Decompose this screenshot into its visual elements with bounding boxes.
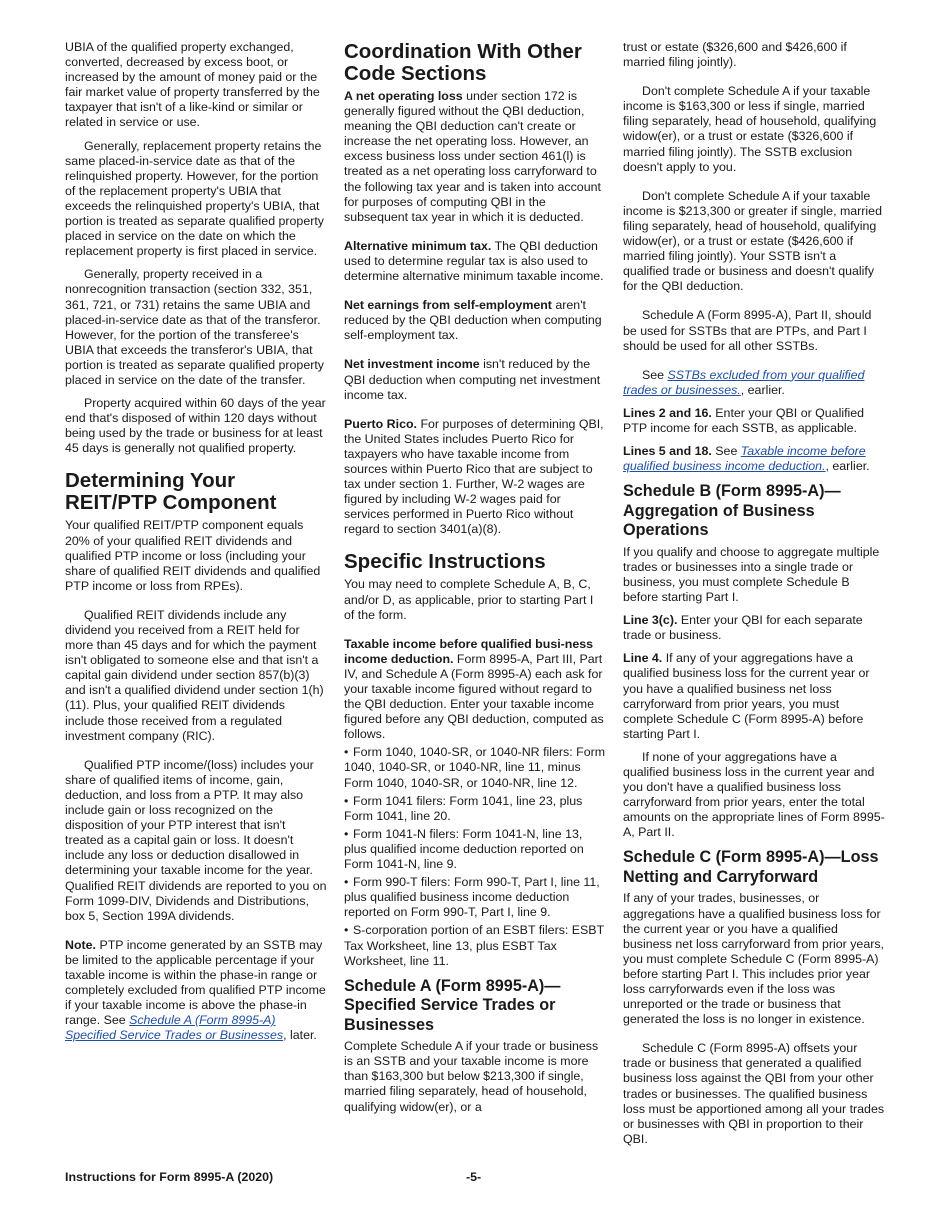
- nii-text: isn't reduced by the QBI deduction when computing net investment income tax.: [344, 357, 601, 402]
- paragraph: Property acquired within 60 days of the year end that's disposed of within 120 days without being used by the trade or business for at least 45 days is generally not qualified property.: [65, 396, 326, 456]
- taxable-income-label: Taxable income before qualified busi-ness income deduction.: [344, 636, 594, 666]
- line-3c-paragraph: [623, 613, 885, 643]
- nii-paragraph: [344, 357, 606, 402]
- bullet-icon: •: [344, 745, 349, 760]
- paragraph: You may need to complete Schedule A, B, C, and/or D, as applicable, prior to starting Part I of the form.: [344, 577, 594, 622]
- paragraph: Generally, property received in a nonrecognition transaction (section 332, 351, 361, 721, or 731) retains the same UBIA and placed-in-service date as that of the transferor. However, for the portion of the transferee's UBIA that exceeds the transferor's UBIA, that portion is treated as separate qualified property placed in service on the date of the transfer.: [65, 267, 324, 387]
- nol-label: A net operating loss: [344, 89, 463, 103]
- footer-page-number: -5-: [466, 1170, 482, 1184]
- paragraph: trust or estate ($326,600 and $426,600 if married filing jointly).: [623, 40, 847, 70]
- schedule-a-link[interactable]: Schedule A (Form 8995-A) Specified Service Trades or Businesses: [65, 1013, 284, 1043]
- paragraph: Don't complete Schedule A if your taxable income is $163,300 or less if single, married filing separately, head of household, qualifying widow(er), or a trust or estate ($326,600 if married filing jointly). The SSTB exclusion doesn't apply to you.: [623, 84, 877, 174]
- see-prefix: See: [642, 367, 665, 382]
- section-heading-coordination: Coordination With Other Code Sections: [344, 40, 582, 85]
- paragraph: Your qualified REIT/PTP component equals 20% of your qualified REIT dividends and qualified PTP income or loss (including your share of qualified REIT dividends and qualified PTP income or loss from RPEs).: [65, 518, 321, 593]
- nese-label: Net earnings from self-employment: [344, 298, 552, 313]
- section-heading-schedule-b: Schedule B (Form 8995-A)—Aggregation of Business Operations: [623, 482, 841, 540]
- bullet-icon: •: [344, 923, 349, 938]
- paragraph: If none of your aggregations have a qualified business loss in the current year and you don't have a qualified business loss carryforward from prior years, enter the total amounts on the appropriate lines of Form 8995-A, Part II.: [623, 749, 885, 840]
- amt-paragraph: [344, 239, 606, 284]
- note-end: , later.: [283, 1028, 317, 1043]
- paragraph: Generally, replacement property retains the same placed-in-service date as that of the relinquished property. However, for the portion of the replacement property's UBIA that exceeds the relinquished property's UBIA, that portion is treated as separate qualified property placed in service on the date on which the replacement property is first placed in service.: [65, 138, 324, 259]
- puerto-rico-text: For purposes of determining QBI, the United States includes Puerto Rico for taxpayers who have taxable income from sources within Puerto Rico that are subject to tax under section 1. Further, W-2 wages are figured by including W-2 wages paid for services performed in Puerto Rico without regard to section 3401(a)(8).: [344, 416, 604, 537]
- bullet-icon: •: [344, 793, 349, 808]
- paragraph: If any of your trades, businesses, or aggregations have a qualified business loss for the current year or you have a qualified business net loss carryforward from prior years, you must complete Schedule C (Form 8995-A) before starting Part I. This includes prior year loss carryforwards even if the loss was unreported or the trade or business that generated the loss is no longer in existence.: [623, 891, 884, 1027]
- amt-text: The QBI deduction used to determine regular tax is also used to determine alternative minimum taxable income.: [344, 238, 604, 284]
- lines-2-16-text: Enter your QBI or Qualified PTP income for each SSTB, as applicable.: [623, 405, 865, 435]
- line-4-text: If any of your aggregations have a qualified business loss for the current year or you have a qualified business net loss carryforward from prior years, you must complete Schedule C (Form 8995-A) before starting Part I.: [623, 651, 870, 741]
- column-middle: [344, 40, 606, 1123]
- see-paragraph: [623, 368, 885, 398]
- line-3c-text: Enter your QBI for each separate trade or business.: [623, 613, 863, 643]
- column-right: [623, 40, 885, 1155]
- note-text: PTP income generated by an SSTB may be limited to the applicable percentage if your taxable income is within the phase-in range or completely excluded from qualified PTP income if your taxable income is above the phase-in range. See: [65, 937, 326, 1028]
- nol-paragraph: [344, 89, 606, 225]
- section-heading-schedule-c: Schedule C (Form 8995-A)—Loss Netting and Carryforward: [623, 848, 879, 886]
- lines-2-16-label: Lines 2 and 16.: [623, 405, 712, 420]
- column-left: [65, 40, 327, 1051]
- list-item: • Form 1041 filers: Form 1041, line 23, plus Form 1041, line 20.: [344, 793, 583, 823]
- taxable-income-link[interactable]: Taxable income before qualified business income deduction.: [623, 444, 866, 474]
- line-3c-label: Line 3(c).: [623, 613, 678, 628]
- paragraph: UBIA of the qualified property exchanged, converted, decreased by excess boot, or increased by the amount of money paid or the fair market value of property transferred by the taxpayer that isn't of a like-kind or similar or related in service or use.: [65, 40, 320, 130]
- bullet-icon: •: [344, 826, 349, 841]
- paragraph: Qualified PTP income/(loss) includes your share of qualified items of income, gain, deduction, and loss from a PTP. It may also include gain or loss recognized on the disposition of your PTP interest that isn't treated as a capital gain or loss. It doesn't include any loss or deduction disallowed in determining your taxable income for the year. Qualified REIT dividends are reported to you on Form 1099-DIV, Dividends and Distributions, box 5, Section 199A dividends.: [65, 757, 327, 923]
- bullet-icon: •: [344, 875, 349, 890]
- section-heading-specific-instructions: Specific Instructions: [344, 550, 546, 574]
- footer-form-title: Instructions for Form 8995-A (2020): [65, 1170, 274, 1184]
- taxable-income-paragraph: [344, 637, 606, 743]
- list-item: • Form 1040, 1040-SR, or 1040-NR filers: Form 1040, 1040-SR, or 1040-NR, line 11, minus Form 1040, 1040-SR, or 1040-NR, line 12.: [344, 745, 606, 790]
- nii-label: Net investment income: [344, 357, 480, 372]
- see-suffix: , earlier.: [740, 382, 785, 397]
- paragraph: Qualified REIT dividends include any dividend you received from a REIT held for more than 45 days and for which the payment isn't obligated to someone else and that isn't a capital gain dividend under section 857(b)(3) and isn't a qualified dividend under section 1(h)(11). Plus, your qualified REIT dividends include those received from a regulated investment company (RIC).: [65, 607, 324, 743]
- lines-2-16-paragraph: [623, 406, 885, 436]
- sstb-excluded-link[interactable]: SSTBs excluded from your qualified trades or businesses.: [623, 367, 865, 397]
- section-heading-reit-ptp: Determining Your REIT/PTP Component: [65, 469, 277, 515]
- amt-label: Alternative minimum tax.: [344, 238, 492, 253]
- line-4-label: Line 4.: [623, 651, 663, 666]
- paragraph: Don't complete Schedule A if your taxable income is $213,300 or greater if single, married filing separately, head of household, qualifying widow(er), or a trust or estate ($426,600 if married filing jointly). Your SSTB isn't a qualified trade or business and doesn't qualify for the QBI deduction.: [623, 188, 882, 294]
- note-paragraph: [65, 938, 327, 1044]
- list-item: • S-corporation portion of an ESBT filers: ESBT Tax Worksheet, line 13, plus ESBT Tax Worksheet, line 11.: [344, 923, 604, 968]
- paragraph: If you qualify and choose to aggregate multiple trades or businesses into a single trade or business, you must complete Schedule B before starting Part I.: [623, 544, 880, 605]
- lines-5-18-prefix: See: [715, 444, 738, 459]
- note-label: Note.: [65, 937, 96, 952]
- lines-5-18-paragraph: [623, 444, 885, 474]
- lines-5-18-label: Lines 5 and 18.: [623, 444, 712, 459]
- list-item: • Form 1041-N filers: Form 1041-N, line 13, plus qualified income deduction reported on Form 1041-N, line 9.: [344, 826, 584, 872]
- paragraph: Schedule C (Form 8995-A) offsets your trade or business that generated a qualified business loss against the QBI from your other trades or businesses. The qualified business loss must be apportioned among all your trades or businesses with QBI in proportion to their QBI.: [623, 1041, 885, 1146]
- paragraph: Schedule A (Form 8995-A), Part II, should be used for SSTBs that are PTPs, and Part I should be used for all other SSTBs.: [623, 308, 872, 353]
- nese-paragraph: [344, 298, 606, 343]
- puerto-rico-paragraph: [344, 417, 606, 538]
- taxable-income-text: Form 8995-A, Part III, Part IV, and Schedule A (Form 8995-A) each ask for your taxable income figured without regard to the QBI deduction. Enter your taxable income figured before any QBI deduction, computed as follows.: [344, 651, 604, 742]
- nese-text: aren't reduced by the QBI deduction when computing self-employment tax.: [344, 298, 602, 343]
- section-heading-schedule-a: Schedule A (Form 8995-A)—Specified Service Trades or Businesses: [344, 976, 561, 1034]
- line-4-paragraph: [623, 651, 885, 742]
- lines-5-18-suffix: , earlier.: [825, 459, 870, 474]
- puerto-rico-label: Puerto Rico.: [344, 416, 417, 431]
- list-item: • Form 990-T filers: Form 990-T, Part I, line 11, plus qualified business income deduction reported on Form 990-T, Part I, line 9.: [344, 875, 600, 920]
- paragraph: Complete Schedule A if your trade or business is an SSTB and your taxable income is more than $163,300 but below $213,300 if single, married filing separately, head of household, qualifying widow(er), or a: [344, 1039, 599, 1114]
- nol-text: under section 172 is generally figured without the QBI deduction, meaning the QBI deduction can't create or increase the net operating loss. However, an excess business loss under section 461(l) is treated as a net operating loss carryforward to the following tax year and is taken into account for purposes of computing QBI in the subsequent tax year in which it is deducted.: [344, 89, 601, 224]
